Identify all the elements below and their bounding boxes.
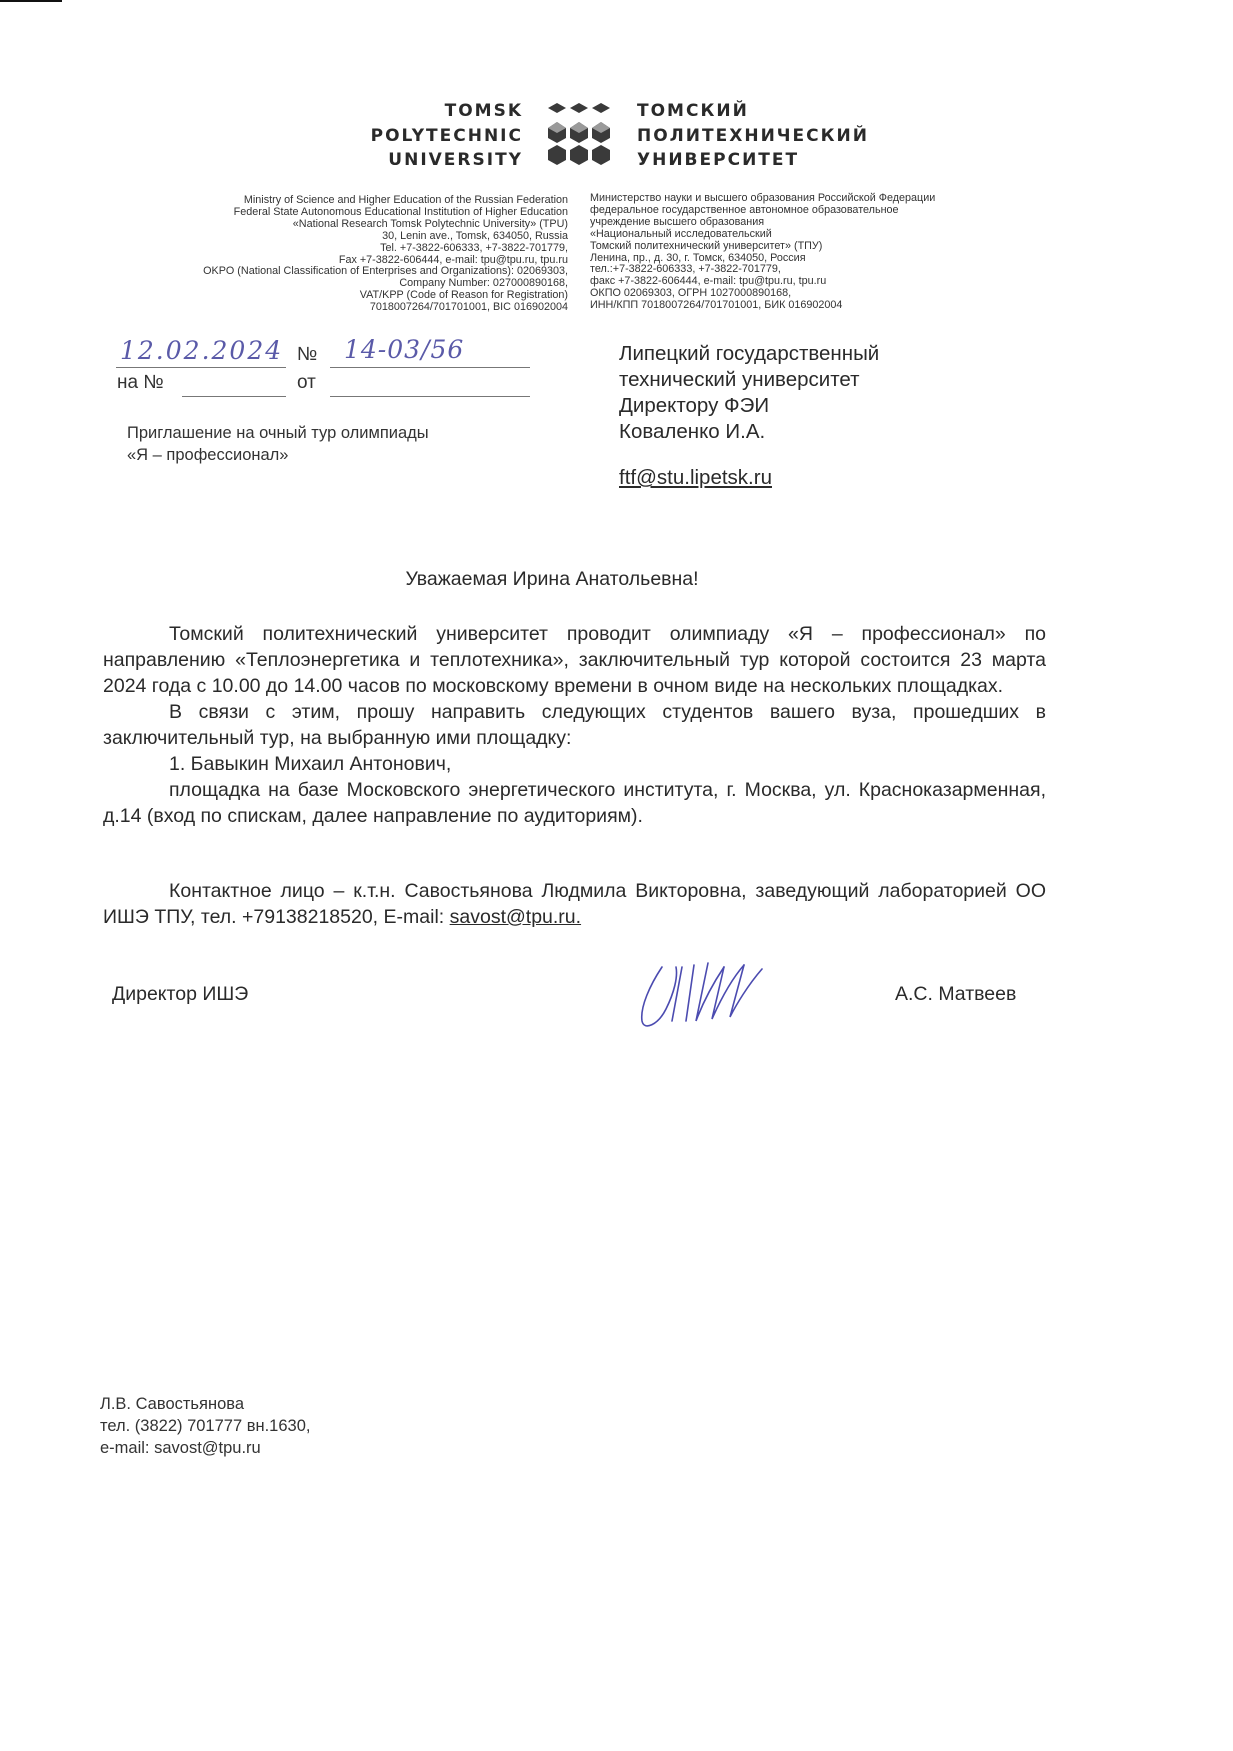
requisites-en-line: Ministry of Science and Higher Education of the Russian Federation xyxy=(243,194,568,206)
reply-label: на № xyxy=(117,372,164,393)
requisites-ru-line: Томский политехнический университет» (ТПУ) xyxy=(590,239,823,252)
addressee-line: технический университет xyxy=(619,368,860,391)
requisites-ru-line: федеральное государственное автономное образовательное xyxy=(590,203,899,216)
number-underline xyxy=(330,367,530,368)
reply-number-underline xyxy=(182,396,286,397)
handwritten-signature xyxy=(632,955,772,1035)
logo-en-line-2: POLYTECHNIC xyxy=(370,125,523,146)
requisites-ru-line: учреждение высшего образования xyxy=(590,215,765,228)
addressee-line: Липецкий государственный xyxy=(619,342,880,365)
requisites-en xyxy=(203,195,568,314)
from-label: от xyxy=(297,372,316,393)
addressee-line: Директору ФЭИ xyxy=(619,394,770,417)
handwritten-date: 12.02.2024 xyxy=(120,336,284,365)
letter-subject xyxy=(127,422,429,466)
addressee-email: ftf@stu.lipetsk.ru xyxy=(619,466,772,489)
requisites-en-line: Tel. +7-3822-606333, +7-3822-701779, xyxy=(380,241,568,254)
body-paragraph-3: площадка на базе Московского энергетического института, г. Москва, ул. Красноказарменная, д.14 (вход по спискам, далее направление по аудиториям). xyxy=(103,779,1046,827)
executor-name: Л.В. Савостьянова xyxy=(100,1395,245,1413)
scan-corner-mark xyxy=(0,0,62,2)
requisites-ru-line: Ленина, пр., д. 30, г. Томск, 634050, Россия xyxy=(590,251,806,264)
requisites-en-line: 30, Lenin ave., Tomsk, 634050, Russia xyxy=(382,229,568,242)
greeting: Уважаемая Ирина Анатольевна! xyxy=(405,568,699,590)
addressee-block xyxy=(619,341,879,445)
executor-email: e-mail: savost@tpu.ru xyxy=(100,1439,261,1457)
requisites-ru xyxy=(590,193,935,312)
requisites-ru-line: факс +7-3822-606444, e-mail: tpu@tpu.ru, tpu.ru xyxy=(590,275,827,288)
logo-ru-line-2: ПОЛИТЕХНИЧЕСКИЙ xyxy=(637,125,869,146)
requisites-en-line: Federal State Autonomous Educational Institution of Higher Education xyxy=(233,205,568,218)
handwritten-number: 14-03/56 xyxy=(344,335,465,364)
contact-block xyxy=(103,878,1046,930)
body-paragraph-1: Томский политехнический университет проводит олимпиаду «Я – профессионал» по направлению «Теплоэнергетика и теплотехника», заключительный тур которой состоится 23 марта 2024 года с 10.00 до 14.00 часов по московскому времени в очном виде на нескольких площадках. xyxy=(103,623,1046,697)
requisites-en-line: 7018007264/701701001, BIC 016902004 xyxy=(369,301,568,314)
logo-ru-line-1: ТОМСКИЙ xyxy=(637,101,749,121)
requisites-en-line: Fax +7-3822-606444, e-mail: tpu@tpu.ru, tpu.ru xyxy=(338,253,568,266)
date-underline xyxy=(116,367,286,368)
logo-ru-line-3: УНИВЕРСИТЕТ xyxy=(637,150,800,170)
contact-email: savost@tpu.ru. xyxy=(449,906,582,928)
requisites-ru-line: «Национальный исследовательский xyxy=(590,227,772,240)
requisites-ru-line: Министерство науки и высшего образования Российской Федерации xyxy=(590,192,936,204)
logo-en-line-3: UNIVERSITY xyxy=(388,150,523,170)
requisites-en-line: «National Research Tomsk Polytechnic University» (TPU) xyxy=(292,217,568,230)
requisites-ru-line: тел.:+7-3822-606333, +7-3822-701779, xyxy=(590,263,781,276)
logo-en-line-1: TOMSK xyxy=(444,101,523,121)
tpu-logo-icon xyxy=(546,100,614,166)
requisites-en-line: VAT/KPP (Code of Reason for Registration) xyxy=(359,289,568,302)
logo-text-ru xyxy=(637,99,869,173)
requisites-en-line: OKPO (National Classification of Enterprises and Organizations): 02069303, xyxy=(203,265,568,278)
executor-phone: тел. (3822) 701777 вн.1630, xyxy=(100,1417,311,1435)
from-date-underline xyxy=(330,396,530,397)
logo-text-en xyxy=(371,99,523,173)
letter-body xyxy=(103,621,1046,829)
body-paragraph-2: В связи с этим, прошу направить следующих студентов вашего вуза, прошедших в заключительный тур, на выбранную ими площадку: xyxy=(103,701,1046,749)
signatory-name: А.С. Матвеев xyxy=(895,983,1017,1005)
requisites-ru-line: ОКПО 02069303, ОГРН 1027000890168, xyxy=(590,287,792,300)
requisites-en-line: Company Number: 027000890168, xyxy=(399,277,568,290)
student-list-item: 1. Бавыкин Михаил Антонович, xyxy=(169,753,452,775)
addressee-line: Коваленко И.А. xyxy=(619,420,766,443)
subject-line: «Я – профессионал» xyxy=(127,446,289,464)
number-label: № xyxy=(297,344,318,365)
signatory-title: Директор ИШЭ xyxy=(112,983,249,1005)
executor-info xyxy=(100,1393,310,1459)
subject-line: Приглашение на очный тур олимпиады xyxy=(127,424,429,442)
contact-text: Контактное лицо – к.т.н. Савостьянова Людмила Викторовна, заведующий лабораторией ОО ИШЭ ТПУ, тел. +79138218520, E-mail: xyxy=(103,880,1046,928)
contact-paragraph xyxy=(103,878,1046,930)
requisites-ru-line: ИНН/КПП 7018007264/701701001, БИК 016902004 xyxy=(590,299,843,312)
